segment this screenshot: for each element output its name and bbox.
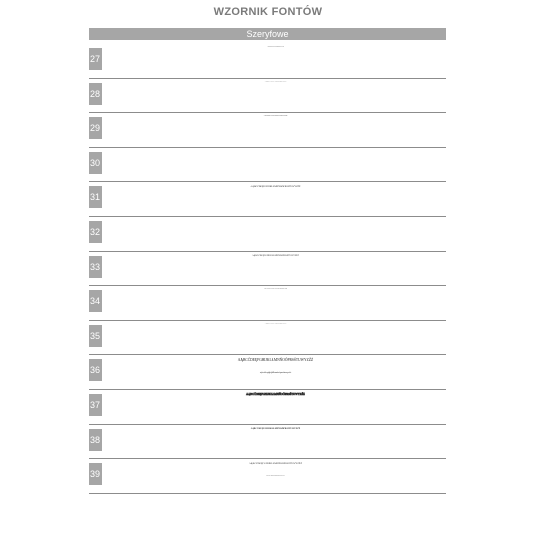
uppercase-sample: AĄBCĆDEĘFGHIJKLŁMNŃOÓPRSŚTUWYZŹŻ: [263, 116, 288, 118]
lowercase-sample: aąbcćdeęfghijklłmnńoóprsśtuwyzźż: [259, 372, 292, 375]
font-sample-row: [89, 321, 446, 356]
font-sample-row: [89, 79, 446, 114]
font-sample-row: [89, 182, 446, 217]
font-number-badge: 36: [89, 359, 102, 381]
uppercase-sample: AĄBCĆDEĘFGHIJKLŁMNŃOÓPRSŚTUWYZŹŻ: [252, 254, 299, 257]
font-sample-row: [89, 425, 446, 460]
font-sample-list: [89, 44, 446, 494]
font-number-badge: 29: [89, 117, 102, 139]
font-number-badge: 35: [89, 325, 102, 347]
uppercase-sample: [105, 324, 446, 325]
font-sample-row: [89, 44, 446, 79]
lowercase-sample: aąbcćdeęfghijklłmnńoóprsśtuwyzźż: [266, 476, 285, 478]
font-number-badge: 39: [89, 463, 102, 485]
uppercase-sample: AĄBCĆDEĘFGHIJKLŁMNŃOÓPRSŚTUWYZŹŻ: [237, 358, 314, 363]
font-number-badge: 38: [89, 429, 102, 451]
uppercase-sample: AĄBCĆDEĘFGHIJKLŁMNŃOÓPRSŚTUWYZŹŻ: [246, 392, 305, 396]
font-sample-row: [89, 459, 446, 494]
uppercase-sample: [105, 47, 446, 48]
font-number-badge: 34: [89, 290, 102, 312]
section-header: Szeryfowe: [89, 28, 446, 40]
font-sample-row: [89, 217, 446, 252]
font-sample-row: [89, 113, 446, 148]
font-number-badge: 30: [89, 152, 102, 174]
font-sample-row: [89, 252, 446, 287]
font-number-badge: 33: [89, 256, 102, 278]
font-sample-row: [89, 286, 446, 321]
font-sample-row: [89, 390, 446, 425]
uppercase-sample: [105, 289, 446, 290]
uppercase-sample: AĄBCĆDEĘFGHIJKLŁMNŃOÓPRSŚTUWYZŹŻ: [248, 462, 303, 466]
font-number-badge: 27: [89, 48, 102, 70]
font-number-badge: 32: [89, 221, 102, 243]
font-sample-row: [89, 148, 446, 183]
font-number-badge: 31: [89, 186, 102, 208]
uppercase-sample: AĄBCĆDEĘFGHIJKLŁMNŃOÓPRSŚTUWYZŹŻ: [250, 427, 301, 430]
uppercase-sample: AĄBCĆDEĘFGHIJKLŁMNŃOÓPRSŚTUWYZŹŻ: [250, 185, 301, 189]
page-title: WZORNIK FONTÓW: [213, 6, 323, 18]
font-number-badge: 37: [89, 394, 102, 416]
uppercase-sample: [105, 82, 446, 83]
font-number-badge: 28: [89, 83, 102, 105]
font-sample-row: [89, 355, 446, 390]
